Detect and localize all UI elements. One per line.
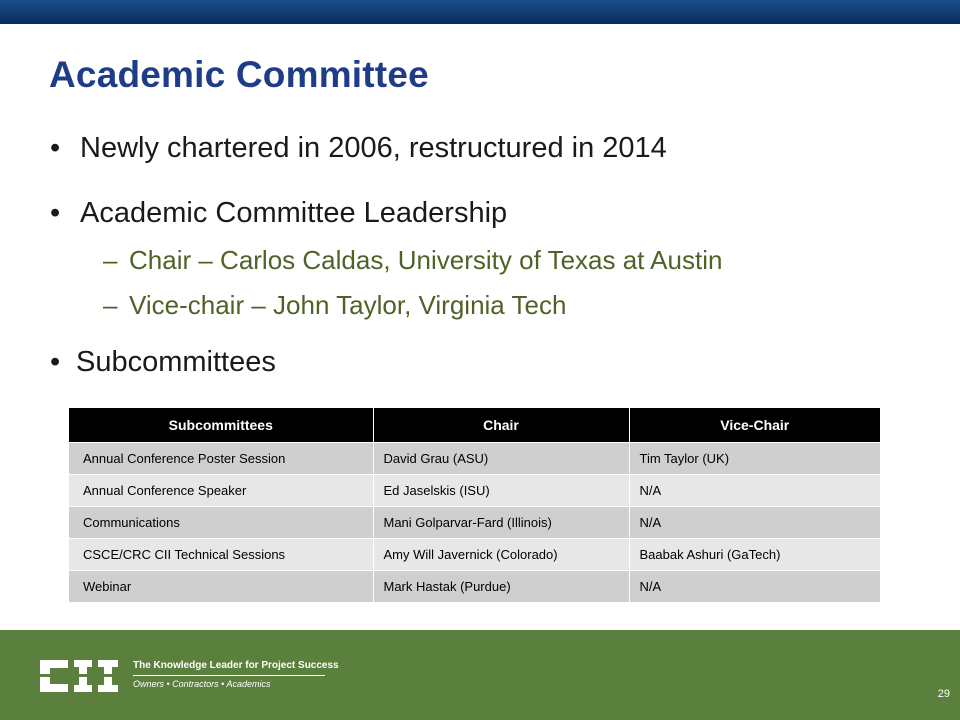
leadership-chair-text: Chair – Carlos Caldas, University of Texas at Austin [129,245,723,275]
leadership-vice-chair [103,290,566,321]
slide-title: Academic Committee [49,54,429,95]
cii-logo [38,654,120,698]
footer-tagline: The Knowledge Leader for Project Success [133,660,339,671]
header-chair: Chair [373,408,629,443]
leadership-vice-chair-text: Vice-chair – John Taylor, Virginia Tech [129,290,567,320]
bullet-dot: • [50,197,61,229]
bullet-subcommittees [50,346,276,379]
cell-subcommittee: Webinar [69,571,373,603]
cell-subcommittee: Annual Conference Poster Session [69,443,373,475]
bullet-leadership [50,197,507,230]
bullet-subcommittees-text: Subcommittees [76,346,276,378]
footer-bar [0,630,960,720]
cell-vice-chair: N/A [629,571,880,603]
footer-subline: Owners • Contractors • Academics [133,679,271,689]
cell-chair: Ed Jaselskis (ISU) [373,475,629,507]
bullet-dot: • [50,346,61,378]
bullet-leadership-text: Academic Committee Leadership [80,197,508,229]
cell-subcommittee: CSCE/CRC CII Technical Sessions [69,539,373,571]
sub-dash: – [103,245,118,275]
cell-chair: Mark Hastak (Purdue) [373,571,629,603]
top-header-bar [0,0,960,24]
tagline-divider [133,675,325,676]
table-row [69,571,880,603]
cell-chair: David Grau (ASU) [373,443,629,475]
cell-vice-chair: N/A [629,475,880,507]
cell-subcommittee: Annual Conference Speaker [69,475,373,507]
cell-chair: Mani Golparvar-Fard (Illinois) [373,507,629,539]
sub-dash: – [103,290,118,320]
cell-vice-chair: Tim Taylor (UK) [629,443,880,475]
table-row [69,507,880,539]
header-vice-chair: Vice-Chair [629,408,880,443]
header-subcommittees: Subcommittees [69,408,373,443]
table-row [69,443,880,475]
table-row [69,539,880,571]
page-number: 29 [937,688,950,700]
cell-vice-chair: Baabak Ashuri (GaTech) [629,539,880,571]
cell-chair: Amy Will Javernick (Colorado) [373,539,629,571]
bullet-chartered [50,132,667,165]
cell-subcommittee: Communications [69,507,373,539]
table-header-row [69,408,880,443]
cell-vice-chair: N/A [629,507,880,539]
bullet-dot: • [50,132,61,164]
table-row [69,475,880,507]
leadership-chair [103,245,722,276]
subcommittees-table [69,408,880,602]
bullet-chartered-text: Newly chartered in 2006, restructured in 2014 [80,132,667,164]
